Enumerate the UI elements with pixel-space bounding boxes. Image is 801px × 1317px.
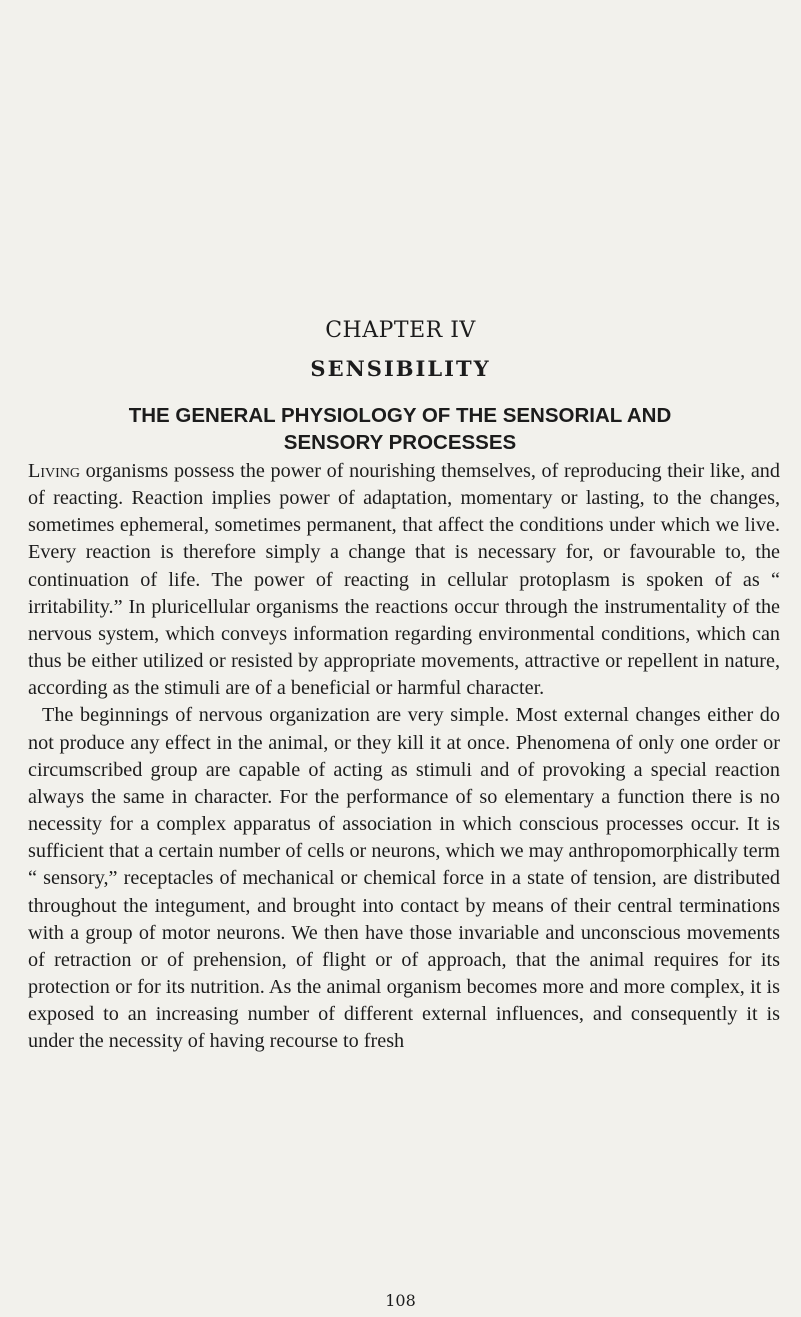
paragraph bbox=[28, 458, 780, 702]
paragraph-text: The beginnings of nervous organization are very simple. Most external changes either do not produce any effect in the animal, or they kill it at once. Phenomena of only one order or circumscribed group are capable of acting as stimuli and of provoking a special reaction always the same in character. For the performance of so elementary a function there is no necessity for a complex apparatus of association in which conscious processes occur. It is sufficient that a certain number of cells or neurons, which we may anthropomorphically term “ sensory,” receptacles of mechanical or chemical force in a state of tension, are distributed throughout the integument, and brought into contact by means of their central terminations with a group of motor neurons. We then have those invariable and unconscious movements of retraction or of prehension, of flight or of approach, that the animal requires for its protection or for its nutrition. As the animal organism becomes more and more complex, it is exposed to an increasing number of different external influences, and consequently it is under the necessity of having recourse to fresh bbox=[28, 704, 780, 1053]
chapter-title: SENSIBILITY bbox=[310, 356, 491, 381]
subtitle-line: SENSORY PROCESSES bbox=[283, 431, 517, 454]
page-number: 108 bbox=[385, 1291, 416, 1310]
body-text bbox=[28, 458, 780, 1055]
chapter-heading: CHAPTER IV bbox=[325, 318, 476, 343]
paragraph-lead-word: Living bbox=[28, 460, 80, 482]
paragraph-text: organisms possess the power of nourishing themselves, of reproducing their like, and of reacting. Reaction implies power of adaptation, momentary or lasting, to the changes, sometimes ephemeral, sometimes permanent, that affect the conditions under which we live. Every reaction is therefore simply a change that is necessary for, or favourable to, the continuation of life. The power of reacting in cellular protoplasm is spoken of as “ irritability.” In pluricellular organisms the reactions occur through the instrumentality of the nervous system, which conveys information regarding environmental conditions, which can thus be either utilized or resisted by appropriate movements, attractive or repellent in nature, according as the stimuli are of a beneficial or harmful character. bbox=[28, 460, 780, 700]
section-subtitle bbox=[40, 402, 760, 456]
subtitle-line: THE GENERAL PHYSIOLOGY OF THE SENSORIAL AND bbox=[128, 404, 672, 427]
paragraph bbox=[28, 702, 780, 1055]
